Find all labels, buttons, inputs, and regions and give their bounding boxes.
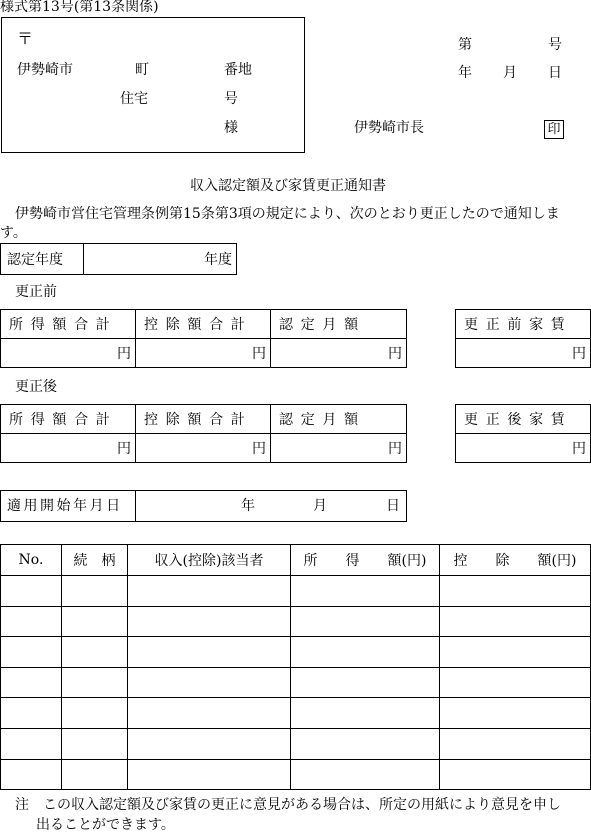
after-table [0, 404, 407, 463]
before-header-income: 所得額合計 [1, 310, 136, 339]
before-income-value[interactable]: 円 [1, 339, 136, 368]
table-cell[interactable] [440, 606, 591, 637]
start-date-box [0, 490, 407, 522]
start-date-month: 月 [313, 498, 327, 514]
issue-day: 日 [548, 65, 562, 81]
after-header-deduction: 控除額合計 [136, 405, 271, 434]
after-header-monthly: 認定月額 [271, 405, 407, 434]
cert-year-label: 認定年度 [1, 244, 84, 275]
members-table [0, 544, 591, 790]
doc-number-go: 号 [548, 37, 562, 53]
after-deduction-value[interactable]: 円 [136, 434, 271, 463]
postal-mark: 〒 [17, 29, 34, 48]
before-header-deduction: 控除額合計 [136, 310, 271, 339]
note-line1: 注 この収入認定額及び家賃の更正に意見がある場合は、所定の用紙により意見を申し [15, 797, 561, 813]
before-monthly-value[interactable]: 円 [271, 339, 407, 368]
table-cell[interactable] [291, 759, 440, 790]
after-rent-table [455, 404, 591, 463]
table-row [1, 698, 591, 729]
table-cell[interactable] [1, 728, 62, 759]
members-header-relation: 続 柄 [62, 545, 128, 576]
table-cell[interactable] [1, 637, 62, 668]
table-cell[interactable] [291, 576, 440, 607]
table-cell[interactable] [1, 576, 62, 607]
table-cell[interactable] [291, 698, 440, 729]
table-row [1, 576, 591, 607]
table-row [1, 728, 591, 759]
table-cell[interactable] [440, 728, 591, 759]
table-cell[interactable] [62, 698, 128, 729]
members-header-no: No. [1, 545, 62, 576]
table-cell[interactable] [1, 667, 62, 698]
table-cell[interactable] [1, 759, 62, 790]
table-cell[interactable] [62, 606, 128, 637]
start-date-label-cell [1, 491, 136, 521]
table-cell[interactable] [128, 667, 291, 698]
table-row [1, 606, 591, 637]
start-date-day: 日 [386, 498, 400, 514]
table-cell[interactable] [291, 728, 440, 759]
after-header-income: 所得額合計 [1, 405, 136, 434]
address-jutaku: 住宅 [120, 91, 148, 107]
doc-number-dai: 第 [458, 37, 472, 53]
members-header-deduction: 控 除 額(円) [440, 545, 591, 576]
after-rent-value[interactable]: 円 [456, 434, 591, 463]
document-title: 収入認定額及び家賃更正通知書 [190, 178, 386, 194]
note-line2: 出ることができます。 [36, 817, 175, 833]
seal-mark: 印 [544, 120, 564, 139]
table-cell[interactable] [440, 576, 591, 607]
table-cell[interactable] [291, 667, 440, 698]
cert-year-suffix[interactable]: 年度 [84, 244, 237, 275]
table-cell[interactable] [62, 759, 128, 790]
table-cell[interactable] [1, 606, 62, 637]
after-income-value[interactable]: 円 [1, 434, 136, 463]
before-rent-table [455, 309, 591, 368]
table-cell[interactable] [62, 728, 128, 759]
address-town: 町 [135, 62, 149, 78]
cert-year-table [0, 243, 237, 275]
table-cell[interactable] [128, 606, 291, 637]
table-cell[interactable] [62, 667, 128, 698]
after-section-label: 更正後 [15, 379, 57, 395]
form-number: 様式第13号(第13条関係) [0, 0, 159, 15]
table-cell[interactable] [440, 698, 591, 729]
body-text-line1: 伊勢崎市営住宅管理条例第15条第3項の規定により、次のとおり更正したので通知しま [15, 206, 560, 222]
after-monthly-value[interactable]: 円 [271, 434, 407, 463]
after-rent-header: 更正後家賃 [456, 405, 591, 434]
issue-month: 月 [503, 65, 517, 81]
table-cell[interactable] [128, 698, 291, 729]
before-table [0, 309, 407, 368]
table-cell[interactable] [128, 759, 291, 790]
table-cell[interactable] [128, 576, 291, 607]
table-cell[interactable] [62, 576, 128, 607]
before-rent-value[interactable]: 円 [456, 339, 591, 368]
address-sama: 様 [224, 120, 238, 136]
table-cell[interactable] [128, 728, 291, 759]
table-cell[interactable] [440, 759, 591, 790]
table-cell[interactable] [1, 698, 62, 729]
address-banchi: 番地 [224, 62, 252, 78]
address-city: 伊勢崎市 [17, 62, 73, 78]
before-deduction-value[interactable]: 円 [136, 339, 271, 368]
table-cell[interactable] [440, 637, 591, 668]
table-row [1, 667, 591, 698]
start-date-year: 年 [241, 498, 255, 514]
before-rent-header: 更正前家賃 [456, 310, 591, 339]
table-cell[interactable] [62, 637, 128, 668]
issuer-name: 伊勢崎市長 [354, 120, 424, 136]
address-go: 号 [224, 91, 238, 107]
table-row [1, 637, 591, 668]
body-text-line2: す。 [0, 225, 27, 241]
members-header-income: 所 得 額(円) [291, 545, 440, 576]
table-cell[interactable] [128, 637, 291, 668]
before-header-monthly: 認定月額 [271, 310, 407, 339]
table-cell[interactable] [440, 667, 591, 698]
members-header-person: 収入(控除)該当者 [128, 545, 291, 576]
table-cell[interactable] [291, 606, 440, 637]
table-row [1, 759, 591, 790]
table-cell[interactable] [291, 637, 440, 668]
before-section-label: 更正前 [15, 284, 57, 300]
address-box [1, 17, 305, 153]
issue-year: 年 [458, 65, 472, 81]
start-date-label: 適用開始年月日 [7, 498, 123, 514]
